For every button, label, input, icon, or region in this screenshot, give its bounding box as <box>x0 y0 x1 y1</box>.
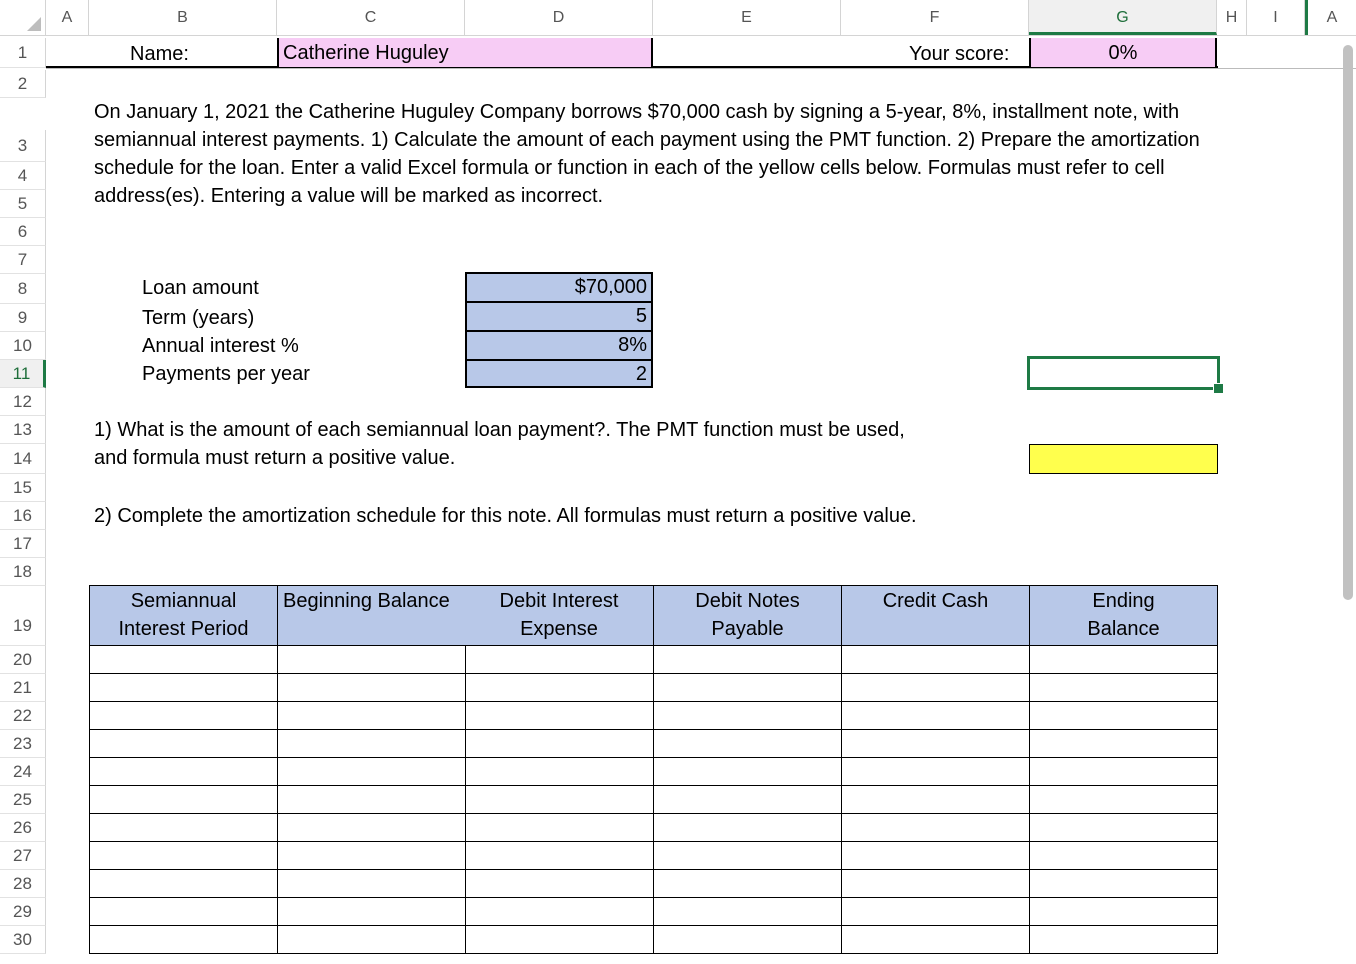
row-header-24[interactable]: 24 <box>0 758 46 786</box>
row-header-18[interactable]: 18 <box>0 558 46 586</box>
schedule-cell[interactable] <box>277 841 466 870</box>
loan-amount-label: Loan amount <box>142 277 259 299</box>
row-header-6[interactable]: 6 <box>0 218 46 246</box>
row-header-14[interactable]: 14 <box>0 444 46 474</box>
schedule-cell[interactable] <box>465 897 654 926</box>
schedule-cell[interactable] <box>465 813 654 842</box>
row-header-16[interactable]: 16 <box>0 502 46 530</box>
schedule-cell[interactable] <box>1029 841 1218 870</box>
column-header-f[interactable]: F <box>841 0 1029 35</box>
row-header-19[interactable]: 19 <box>0 586 46 646</box>
schedule-cell[interactable] <box>841 897 1030 926</box>
row-header-27[interactable]: 27 <box>0 842 46 870</box>
schedule-cell[interactable] <box>465 757 654 786</box>
instructions-text: On January 1, 2021 the Catherine Huguley Company borrows $70,000 cash by signing a 5-year, 8%, installment note, with semiannual interest payments. 1) Calculate the amount of each payment using the PMT function. 2) Prepare the amortization schedule for the loan. Enter a valid Excel formula or function in each of the yellow cells below. Formulas must refer to cell address(es). Entering a value will be marked as incorrect. <box>94 101 1200 207</box>
header-line: Ending <box>1092 590 1155 612</box>
score-value: 0% <box>1029 38 1217 67</box>
schedule-cell[interactable] <box>1029 645 1218 674</box>
row-header-30[interactable]: 30 <box>0 926 46 954</box>
selected-cell-g11[interactable] <box>1027 356 1220 390</box>
schedule-cell[interactable] <box>841 673 1030 702</box>
schedule-cell[interactable] <box>277 813 466 842</box>
row-header-3[interactable]: 3 <box>0 130 46 162</box>
schedule-cell[interactable] <box>1029 673 1218 702</box>
schedule-cell[interactable] <box>465 701 654 730</box>
row-header-12[interactable]: 12 <box>0 388 46 416</box>
row2-gridline <box>46 68 1356 69</box>
schedule-cell[interactable] <box>89 897 278 926</box>
payment-answer-cell[interactable] <box>1029 444 1218 474</box>
schedule-cell[interactable] <box>653 785 842 814</box>
schedule-cell[interactable] <box>89 729 278 758</box>
row-header-4[interactable]: 4 <box>0 162 46 190</box>
header-line: Payable <box>711 618 784 640</box>
schedule-cell[interactable] <box>841 701 1030 730</box>
question2-text: 2) Complete the amortization schedule for this note. All formulas must return a positive value. <box>94 505 917 527</box>
schedule-cell[interactable] <box>653 729 842 758</box>
column-header-c[interactable]: C <box>277 0 465 35</box>
schedule-cell[interactable] <box>465 645 654 674</box>
schedule-cell[interactable] <box>465 841 654 870</box>
name-label: Name: <box>130 43 189 65</box>
row-header-2[interactable]: 2 <box>0 70 46 98</box>
schedule-cell[interactable] <box>277 645 466 674</box>
row-header-25[interactable]: 25 <box>0 786 46 814</box>
schedule-cell[interactable] <box>277 701 466 730</box>
header-semiannual-period <box>89 585 278 646</box>
header-debit-notes-payable <box>653 585 842 646</box>
column-header-i[interactable]: I <box>1247 0 1305 35</box>
schedule-cell[interactable] <box>1029 701 1218 730</box>
schedule-cell[interactable] <box>1029 869 1218 898</box>
payments-label: Payments per year <box>142 363 310 385</box>
schedule-cell[interactable] <box>465 925 654 954</box>
header-ending-balance <box>1029 585 1218 646</box>
schedule-cell[interactable] <box>277 869 466 898</box>
row-header-15[interactable]: 15 <box>0 474 46 502</box>
term-label: Term (years) <box>142 307 255 329</box>
column-header-g[interactable]: G <box>1029 0 1217 35</box>
row-header-22[interactable]: 22 <box>0 702 46 730</box>
schedule-cell[interactable] <box>277 925 466 954</box>
schedule-cell[interactable] <box>1029 785 1218 814</box>
row-header-26[interactable]: 26 <box>0 814 46 842</box>
schedule-cell[interactable] <box>653 869 842 898</box>
term-value[interactable]: 5 <box>465 302 653 331</box>
header-line: Balance <box>1087 618 1160 640</box>
question1-line1: 1) What is the amount of each semiannual loan payment?. The PMT function must be used, <box>94 419 905 441</box>
question1-line2: and formula must return a positive value. <box>94 447 456 469</box>
schedule-cell[interactable] <box>277 729 466 758</box>
schedule-cell[interactable] <box>841 813 1030 842</box>
schedule-cell[interactable] <box>653 673 842 702</box>
header-line: Semiannual <box>130 590 237 612</box>
schedule-cell[interactable] <box>1029 925 1218 954</box>
header-debit-interest-expense <box>465 585 654 646</box>
row-header-20[interactable]: 20 <box>0 646 46 674</box>
schedule-cell[interactable] <box>465 785 654 814</box>
fill-handle[interactable] <box>1213 383 1224 394</box>
column-header-bar <box>0 0 1356 36</box>
header-line: Beginning Balance <box>283 590 450 612</box>
schedule-cell[interactable] <box>1029 729 1218 758</box>
schedule-cell[interactable] <box>89 785 278 814</box>
row-header-17[interactable]: 17 <box>0 530 46 558</box>
payments-value[interactable]: 2 <box>465 360 653 388</box>
schedule-cell[interactable] <box>841 757 1030 786</box>
interest-label: Annual interest % <box>142 335 299 357</box>
row-header-21[interactable]: 21 <box>0 674 46 702</box>
schedule-cell[interactable] <box>89 813 278 842</box>
row-header-23[interactable]: 23 <box>0 730 46 758</box>
schedule-cell[interactable] <box>465 869 654 898</box>
row-header-1[interactable]: 1 <box>0 38 46 68</box>
row-header-10[interactable]: 10 <box>0 332 46 360</box>
select-all-corner[interactable] <box>0 0 46 35</box>
header-line: Expense <box>520 618 598 640</box>
row-header-9[interactable]: 9 <box>0 304 46 332</box>
row-header-13[interactable]: 13 <box>0 416 46 444</box>
schedule-cell[interactable] <box>653 757 842 786</box>
schedule-cell[interactable] <box>1029 757 1218 786</box>
row-header-11[interactable]: 11 <box>0 360 46 388</box>
name-field[interactable]: Catherine Huguley <box>277 38 653 67</box>
row-header-29[interactable]: 29 <box>0 898 46 926</box>
header-credit-cash <box>841 585 1030 646</box>
schedule-cell[interactable] <box>277 785 466 814</box>
schedule-cell[interactable] <box>841 729 1030 758</box>
header-line: Credit Cash <box>882 590 989 612</box>
column-header-d[interactable]: D <box>465 0 653 35</box>
score-label: Your score: <box>909 43 1010 65</box>
schedule-cell[interactable] <box>277 757 466 786</box>
schedule-cell[interactable] <box>89 869 278 898</box>
row-header-8[interactable]: 8 <box>0 274 46 304</box>
schedule-cell[interactable] <box>841 869 1030 898</box>
schedule-cell[interactable] <box>841 645 1030 674</box>
header-beginning-balance <box>277 585 466 646</box>
schedule-cell[interactable] <box>89 757 278 786</box>
schedule-cell[interactable] <box>653 701 842 730</box>
header-line: Interest Period <box>118 618 249 640</box>
schedule-cell[interactable] <box>89 701 278 730</box>
column-header-h[interactable]: H <box>1217 0 1247 35</box>
row-header-5[interactable]: 5 <box>0 190 46 218</box>
column-header-b[interactable]: B <box>89 0 277 35</box>
schedule-cell[interactable] <box>89 841 278 870</box>
schedule-cell[interactable] <box>1029 897 1218 926</box>
vertical-scrollbar[interactable] <box>1343 45 1353 600</box>
row-header-7[interactable]: 7 <box>0 246 46 274</box>
schedule-cell[interactable] <box>89 925 278 954</box>
schedule-cell[interactable] <box>1029 813 1218 842</box>
schedule-cell[interactable] <box>89 645 278 674</box>
row-header-28[interactable]: 28 <box>0 870 46 898</box>
schedule-cell[interactable] <box>465 673 654 702</box>
schedule-cell[interactable] <box>653 813 842 842</box>
column-header-a[interactable]: A <box>46 0 89 35</box>
loan-amount-value[interactable]: $70,000 <box>465 272 653 302</box>
column-header-e[interactable]: E <box>653 0 841 35</box>
schedule-cell[interactable] <box>277 897 466 926</box>
schedule-cell[interactable] <box>653 645 842 674</box>
schedule-cell[interactable] <box>653 925 842 954</box>
schedule-cell[interactable] <box>465 729 654 758</box>
schedule-cell[interactable] <box>841 785 1030 814</box>
header-line: Debit Notes <box>695 590 800 612</box>
schedule-cell[interactable] <box>841 925 1030 954</box>
schedule-cell[interactable] <box>841 841 1030 870</box>
header-line: Debit Interest <box>499 590 619 612</box>
schedule-cell[interactable] <box>653 841 842 870</box>
interest-value[interactable]: 8% <box>465 331 653 360</box>
schedule-cell[interactable] <box>89 673 278 702</box>
schedule-cell[interactable] <box>277 673 466 702</box>
column-header-next[interactable]: A <box>1305 0 1356 35</box>
schedule-cell[interactable] <box>653 897 842 926</box>
